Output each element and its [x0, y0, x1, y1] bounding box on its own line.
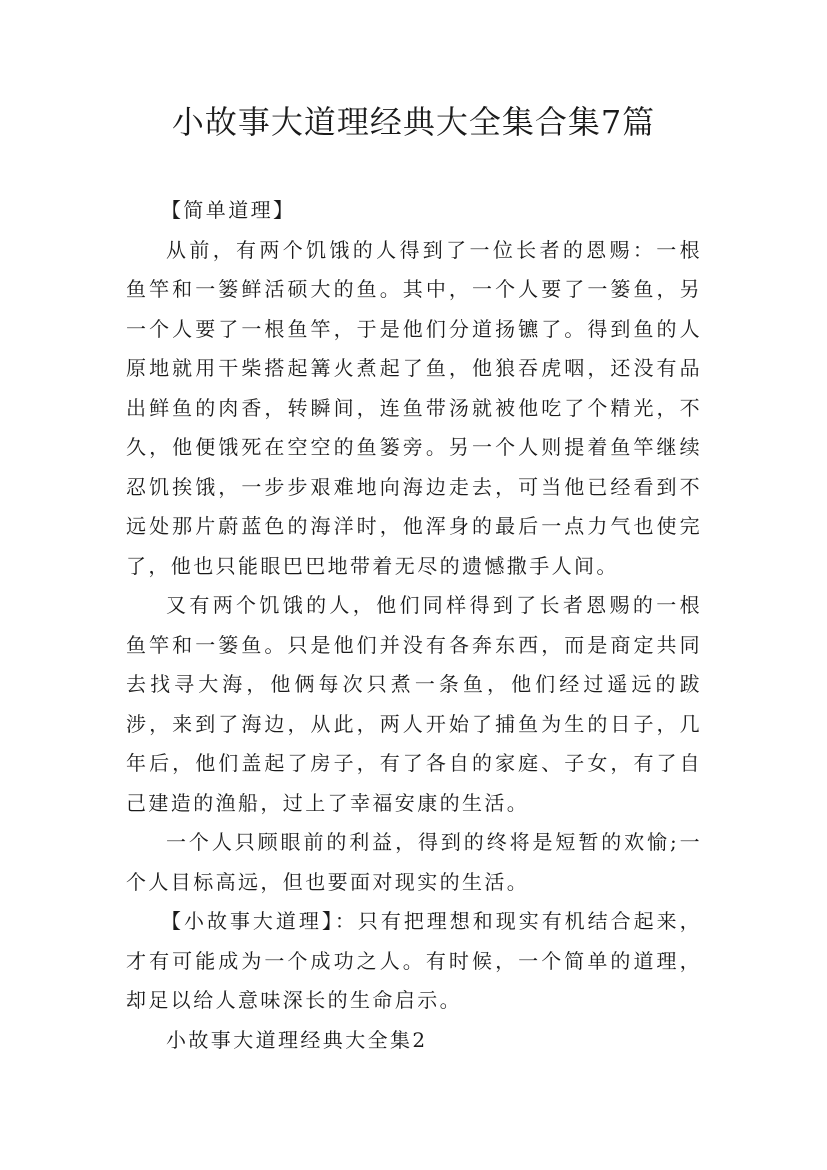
- section-tag: 【简单道理】: [161, 198, 296, 222]
- moral-text: ：只有把理想和现实有机结合起来，才有可能成为一个成功之人。有时候，一个简单的道理，却足以给人意味深长的生命启示。: [126, 909, 702, 1012]
- moral-tag: 【小故事大道理】: [161, 909, 335, 933]
- body-paragraph: 一个人只顾眼前的利益，得到的终将是短暂的欢愉;一个人目标高远，但也要面对现实的生活。: [126, 830, 702, 894]
- document-body: [126, 191, 702, 1060]
- document-title: 小故事大道理经典大全集合集7篇: [171, 103, 656, 141]
- body-paragraph: 从前，有两个饥饿的人得到了一位长者的恩赐：一根鱼竿和一篓鲜活硕大的鱼。其中，一个人要了一篓鱼，另一个人要了一根鱼竿，于是他们分道扬镳了。得到鱼的人原地就用干柴搭起篝火煮起了鱼，他狼吞虎咽，还没有品出鲜鱼的肉香，转瞬间，连鱼带汤就被他吃了个精光，不久，他便饿死在空空的鱼篓旁。另一个人则提着鱼竿继续忍饥挨饿，一步步艰难地向海边走去，可当他已经看到不远处那片蔚蓝色的海洋时，他浑身的最后一点力气也使完了，他也只能眼巴巴地带着无尽的遗憾撒手人间。: [126, 237, 702, 578]
- next-story-heading: 小故事大道理经典大全集2: [166, 1027, 428, 1052]
- body-paragraph: 又有两个饥饿的人，他们同样得到了长者恩赐的一根鱼竿和一篓鱼。只是他们并没有各奔东西，而是商定共同去找寻大海，他俩每次只煮一条鱼，他们经过遥远的跋涉，来到了海边，从此，两人开始了捕鱼为生的日子，几年后，他们盖起了房子，有了各自的家庭、子女，有了自己建造的渔船，过上了幸福安康的生活。: [126, 593, 702, 815]
- moral-paragraph: [126, 902, 702, 1021]
